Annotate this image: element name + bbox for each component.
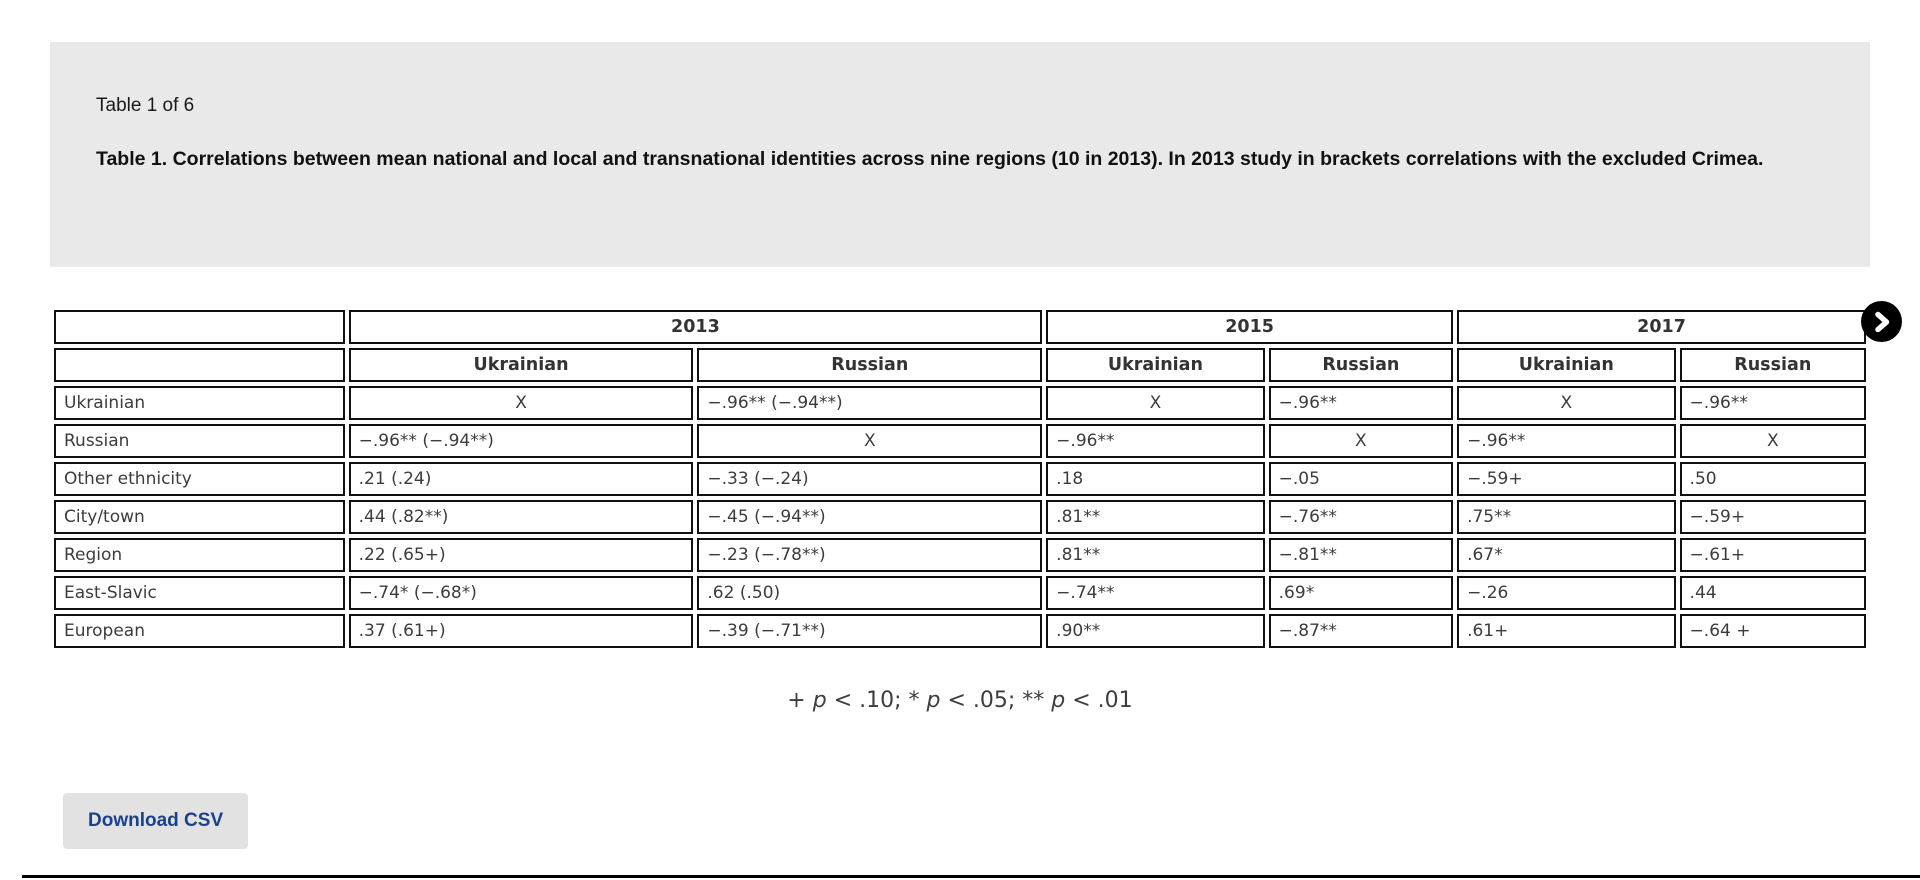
footnote-segment: p (1051, 688, 1066, 713)
correlation-cell: −.81** (1269, 538, 1453, 572)
year-header-2017: 2017 (1457, 310, 1866, 344)
table-row (54, 576, 1866, 610)
correlation-cell: −.05 (1269, 462, 1453, 496)
table-row (54, 500, 1866, 534)
correlation-cell: .90** (1046, 614, 1264, 648)
correlation-cell: −.26 (1457, 576, 1675, 610)
row-label: Region (54, 538, 345, 572)
correlation-cell: −.64 + (1680, 614, 1866, 648)
year-header-row (54, 310, 1866, 344)
subheader-ukrainian: Ukrainian (1457, 348, 1675, 382)
correlation-cell: −.96** (1680, 386, 1866, 420)
footnote-segment: p (812, 688, 827, 713)
footnote-segment: + (787, 688, 813, 713)
correlation-cell: .44 (1680, 576, 1866, 610)
corner-cell (54, 348, 345, 382)
correlation-cell: −.23 (−.78**) (697, 538, 1042, 572)
correlation-cell: −.61+ (1680, 538, 1866, 572)
subheader-row (54, 348, 1866, 382)
year-header-2013: 2013 (349, 310, 1043, 344)
subheader-russian: Russian (1269, 348, 1453, 382)
table-caption: Table 1. Correlations between mean national and local and transnational identities across nine regions (10 in 2013). In 2013 study in brackets correlations with the excluded Crimea. (96, 148, 1764, 170)
correlation-cell: .21 (.24) (349, 462, 694, 496)
subheader-russian: Russian (697, 348, 1042, 382)
table-row (54, 538, 1866, 572)
correlation-cell: X (1457, 386, 1675, 420)
footnote-segment: < .05; ** (940, 688, 1052, 713)
subheader-ukrainian: Ukrainian (1046, 348, 1264, 382)
table-body (54, 386, 1866, 648)
correlation-cell: −.74* (−.68*) (349, 576, 694, 610)
correlation-table (50, 306, 1870, 652)
row-label: Russian (54, 424, 345, 458)
correlation-cell: −.33 (−.24) (697, 462, 1042, 496)
download-csv-button[interactable]: Download CSV (63, 793, 248, 849)
table-caption-box (50, 42, 1870, 267)
corner-cell (54, 310, 345, 344)
correlation-cell: X (697, 424, 1042, 458)
correlation-cell: X (1269, 424, 1453, 458)
table-row (54, 386, 1866, 420)
footnote-segment: p (926, 688, 941, 713)
correlation-cell: −.96** (1269, 386, 1453, 420)
correlation-cell: .75** (1457, 500, 1675, 534)
chevron-right-icon (1870, 310, 1894, 334)
correlation-cell: .67* (1457, 538, 1675, 572)
correlation-cell: .69* (1269, 576, 1453, 610)
correlation-cell: −.59+ (1680, 500, 1866, 534)
correlation-cell: .37 (.61+) (349, 614, 694, 648)
correlation-cell: .22 (.65+) (349, 538, 694, 572)
subheader-ukrainian: Ukrainian (349, 348, 694, 382)
footnote-segment: < .10; * (826, 688, 927, 713)
correlation-table-container (50, 306, 1870, 652)
table-row (54, 614, 1866, 648)
correlation-cell: −.39 (−.71**) (697, 614, 1042, 648)
correlation-cell: .44 (.82**) (349, 500, 694, 534)
row-label: City/town (54, 500, 345, 534)
footnote-segment: < .01 (1065, 688, 1133, 713)
correlation-cell: X (1680, 424, 1866, 458)
table-row (54, 462, 1866, 496)
next-table-button[interactable] (1861, 301, 1902, 342)
correlation-cell: .62 (.50) (697, 576, 1042, 610)
correlation-cell: −.87** (1269, 614, 1453, 648)
table-row (54, 424, 1866, 458)
correlation-cell: .50 (1680, 462, 1866, 496)
viewport-bottom-border (22, 875, 1920, 878)
table-pager-label: Table 1 of 6 (96, 95, 195, 116)
subheader-russian: Russian (1680, 348, 1866, 382)
correlation-cell: −.96** (1046, 424, 1264, 458)
row-label: East-Slavic (54, 576, 345, 610)
significance-footnote (50, 688, 1870, 713)
correlation-cell: .81** (1046, 538, 1264, 572)
correlation-cell: .61+ (1457, 614, 1675, 648)
row-label: Ukrainian (54, 386, 345, 420)
correlation-cell: −.74** (1046, 576, 1264, 610)
row-label: European (54, 614, 345, 648)
correlation-cell: .81** (1046, 500, 1264, 534)
correlation-cell: −.76** (1269, 500, 1453, 534)
correlation-cell: −.96** (−.94**) (697, 386, 1042, 420)
correlation-cell: .18 (1046, 462, 1264, 496)
correlation-cell: −.59+ (1457, 462, 1675, 496)
correlation-cell: −.96** (1457, 424, 1675, 458)
correlation-cell: X (349, 386, 694, 420)
correlation-cell: −.45 (−.94**) (697, 500, 1042, 534)
correlation-cell: −.96** (−.94**) (349, 424, 694, 458)
row-label: Other ethnicity (54, 462, 345, 496)
correlation-cell: X (1046, 386, 1264, 420)
year-header-2015: 2015 (1046, 310, 1453, 344)
